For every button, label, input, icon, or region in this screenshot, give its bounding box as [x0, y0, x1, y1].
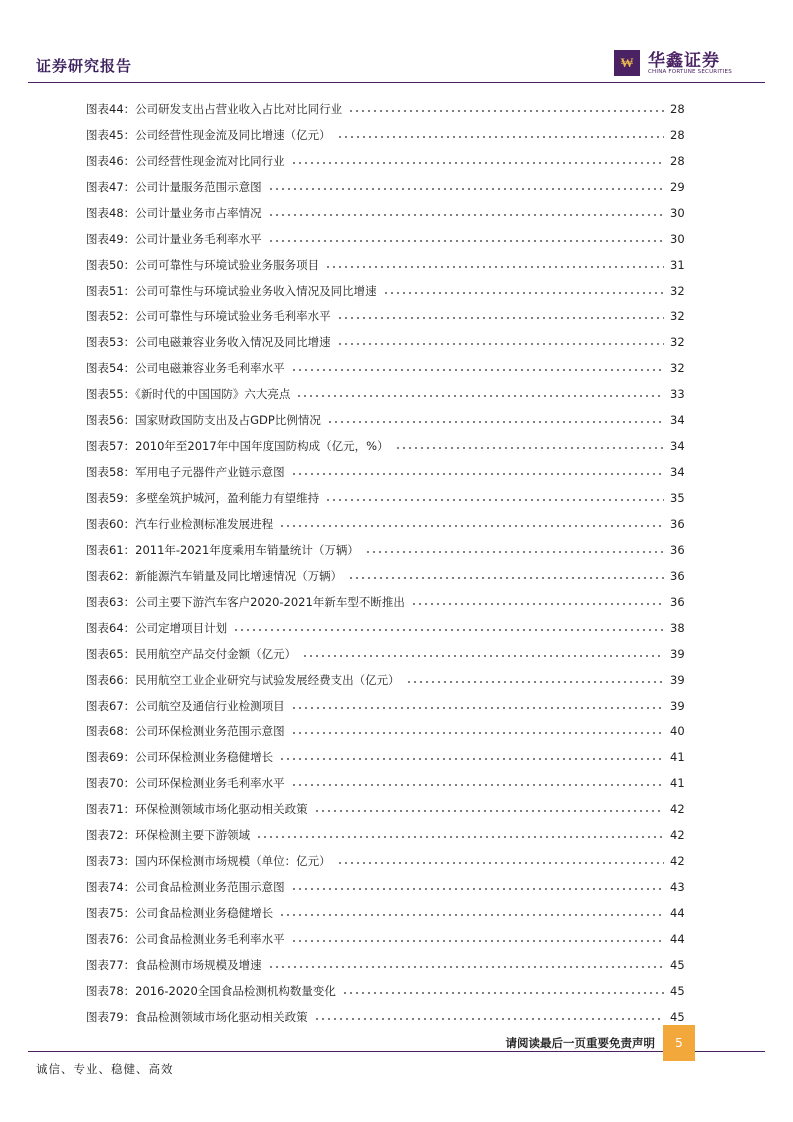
toc-entry[interactable] — [86, 226, 684, 252]
toc-entry-page: 44 — [670, 906, 685, 921]
logo-chinese-name: 华鑫证券 — [648, 51, 720, 71]
toc-dot-leader — [291, 162, 664, 164]
toc-entry-page: 42 — [670, 854, 685, 869]
toc-entry-label: 图表51：公司可靠性与环境试验业务收入情况及同比增速 — [86, 283, 377, 298]
toc-entry[interactable] — [86, 874, 684, 900]
toc-entry-page: 42 — [670, 802, 685, 817]
toc-entry-page: 40 — [670, 724, 685, 739]
toc-dot-leader — [291, 707, 664, 709]
toc-entry-page: 39 — [670, 646, 685, 661]
toc-entry[interactable] — [86, 304, 684, 330]
toc-dot-leader — [268, 214, 664, 216]
toc-entry[interactable] — [86, 744, 684, 770]
toc-entry-label: 图表75：公司食品检测业务稳健增长 — [86, 906, 274, 921]
logo-english-name: CHINA FORTUNE SECURITIES — [648, 69, 732, 75]
toc-entry[interactable] — [86, 589, 684, 615]
toc-dot-leader — [256, 836, 664, 838]
logo-mark-icon: ₩ — [614, 50, 640, 76]
toc-entry-page: 39 — [670, 698, 685, 713]
toc-entry[interactable] — [86, 796, 684, 822]
toc-dot-leader — [411, 603, 664, 605]
toc-entry-label: 图表66：民用航空工业企业研究与试验发展经费支出（亿元） — [86, 672, 400, 687]
toc-entry-page: 30 — [670, 231, 685, 246]
toc-entry-label: 图表64：公司定增项目计划 — [86, 620, 228, 635]
toc-entry[interactable] — [86, 978, 684, 1004]
toc-entry[interactable] — [86, 1004, 684, 1030]
figure-index-list — [86, 96, 684, 1030]
toc-dot-leader — [279, 758, 664, 760]
toc-entry-label: 图表55：《新时代的中国国防》六大亮点 — [86, 387, 291, 402]
toc-dot-leader — [291, 369, 664, 371]
toc-entry-label: 图表63：公司主要下游汽车客户2020-2021年新车型不断推出 — [86, 594, 405, 609]
toc-entry-page: 36 — [670, 594, 685, 609]
toc-entry-page: 43 — [670, 880, 685, 895]
toc-entry-page: 32 — [670, 361, 685, 376]
toc-dot-leader — [337, 343, 664, 345]
toc-entry-page: 34 — [670, 439, 685, 454]
toc-entry[interactable] — [86, 96, 684, 122]
toc-entry[interactable] — [86, 433, 684, 459]
toc-entry-label: 图表57：2010年至2017年中国年度国防构成（亿元，%） — [86, 439, 389, 454]
toc-entry-label: 图表72：环保检测主要下游领域 — [86, 828, 251, 843]
toc-entry[interactable] — [86, 926, 684, 952]
toc-entry[interactable] — [86, 822, 684, 848]
toc-dot-leader — [302, 655, 664, 657]
toc-entry-page: 33 — [670, 387, 685, 402]
toc-dot-leader — [325, 266, 664, 268]
toc-entry-label: 图表52：公司可靠性与环境试验业务毛利率水平 — [86, 309, 331, 324]
report-type-title: 证券研究报告 — [36, 57, 133, 75]
toc-entry[interactable] — [86, 200, 684, 226]
toc-entry[interactable] — [86, 407, 684, 433]
toc-dot-leader — [279, 914, 664, 916]
toc-entry-page: 32 — [670, 283, 685, 298]
toc-entry-page: 38 — [670, 620, 685, 635]
toc-entry-label: 图表46：公司经营性现金流对比同行业 — [86, 153, 285, 168]
toc-entry-page: 41 — [670, 776, 685, 791]
toc-entry-label: 图表61：2011年-2021年度乘用车销量统计（万辆） — [86, 542, 359, 557]
toc-dot-leader — [268, 240, 664, 242]
toc-entry-page: 45 — [670, 1009, 685, 1024]
toc-dot-leader — [348, 577, 664, 579]
toc-entry-label: 图表45：公司经营性现金流及同比增速（亿元） — [86, 127, 331, 142]
page-number-badge: 5 — [663, 1025, 695, 1061]
toc-dot-leader — [279, 525, 664, 527]
toc-entry-label: 图表48：公司计量业务市占率情况 — [86, 205, 262, 220]
toc-entry-page: 28 — [670, 127, 685, 142]
toc-dot-leader — [395, 447, 664, 449]
toc-entry-page: 32 — [670, 309, 685, 324]
toc-entry-page: 30 — [670, 205, 685, 220]
header-divider — [28, 82, 765, 83]
toc-entry-page: 39 — [670, 672, 685, 687]
toc-entry[interactable] — [86, 459, 684, 485]
toc-entry[interactable] — [86, 381, 684, 407]
toc-entry-label: 图表58：军用电子元器件产业链示意图 — [86, 465, 285, 480]
toc-entry-page: 29 — [670, 179, 685, 194]
toc-entry-label: 图表47：公司计量服务范围示意图 — [86, 179, 262, 194]
toc-entry[interactable] — [86, 174, 684, 200]
toc-dot-leader — [268, 188, 664, 190]
toc-entry-page: 36 — [670, 568, 685, 583]
toc-entry[interactable] — [86, 952, 684, 978]
toc-entry[interactable] — [86, 719, 684, 745]
toc-entry-page: 34 — [670, 465, 685, 480]
toc-entry-label: 图表73：国内环保检测市场规模（单位：亿元） — [86, 854, 331, 869]
toc-entry-page: 28 — [670, 101, 685, 116]
toc-entry-page: 31 — [670, 257, 685, 272]
toc-entry[interactable] — [86, 355, 684, 381]
toc-entry-label: 图表44：公司研发支出占营业收入占比对比同行业 — [86, 101, 343, 116]
toc-entry-label: 图表68：公司环保检测业务范围示意图 — [86, 724, 285, 739]
toc-entry-label: 图表49：公司计量业务毛利率水平 — [86, 231, 262, 246]
toc-dot-leader — [291, 940, 664, 942]
toc-dot-leader — [406, 681, 664, 683]
toc-entry[interactable] — [86, 485, 684, 511]
toc-entry-label: 图表54：公司电磁兼容业务毛利率水平 — [86, 361, 285, 376]
toc-entry-label: 图表67：公司航空及通信行业检测项目 — [86, 698, 285, 713]
toc-entry-page: 45 — [670, 983, 685, 998]
toc-entry-page: 45 — [670, 957, 685, 972]
toc-dot-leader — [291, 732, 664, 734]
toc-entry-label: 图表79：食品检测领域市场化驱动相关政策 — [86, 1009, 308, 1024]
toc-dot-leader — [337, 862, 664, 864]
toc-dot-leader — [365, 551, 664, 553]
toc-entry-label: 图表62：新能源汽车销量及同比增速情况（万辆） — [86, 568, 343, 583]
toc-entry-page: 41 — [670, 750, 685, 765]
toc-dot-leader — [383, 292, 664, 294]
toc-entry[interactable] — [86, 693, 684, 719]
toc-dot-leader — [327, 421, 664, 423]
toc-dot-leader — [291, 473, 664, 475]
toc-entry-page: 42 — [670, 828, 685, 843]
toc-entry-label: 图表78：2016-2020全国食品检测机构数量变化 — [86, 983, 336, 998]
toc-dot-leader — [296, 395, 664, 397]
toc-dot-leader — [314, 810, 664, 812]
toc-entry-label: 图表77：食品检测市场规模及增速 — [86, 957, 262, 972]
toc-entry[interactable] — [86, 667, 684, 693]
toc-dot-leader — [291, 784, 664, 786]
toc-entry-label: 图表69：公司环保检测业务稳健增长 — [86, 750, 274, 765]
toc-entry-label: 图表50：公司可靠性与环境试验业务服务项目 — [86, 257, 320, 272]
toc-entry-page: 36 — [670, 516, 685, 531]
toc-entry-page: 35 — [670, 491, 685, 506]
toc-entry[interactable] — [86, 900, 684, 926]
toc-entry-label: 图表76：公司食品检测业务毛利率水平 — [86, 931, 285, 946]
toc-dot-leader — [291, 888, 664, 890]
toc-entry-page: 36 — [670, 542, 685, 557]
toc-entry-label: 图表71：环保检测领域市场化驱动相关政策 — [86, 802, 308, 817]
toc-entry-label: 图表59：多壁垒筑护城河，盈利能力有望维持 — [86, 491, 320, 506]
toc-entry[interactable] — [86, 848, 684, 874]
toc-entry[interactable] — [86, 252, 684, 278]
toc-dot-leader — [337, 317, 664, 319]
footer-divider — [28, 1051, 765, 1052]
toc-entry-label: 图表60：汽车行业检测标准发展进程 — [86, 516, 274, 531]
toc-entry[interactable] — [86, 122, 684, 148]
toc-entry-page: 44 — [670, 931, 685, 946]
toc-dot-leader — [268, 966, 664, 968]
toc-entry-label: 图表53：公司电磁兼容业务收入情况及同比增速 — [86, 335, 331, 350]
toc-entry-label: 图表74：公司食品检测业务范围示意图 — [86, 880, 285, 895]
disclaimer-link[interactable]: 请阅读最后一页重要免责声明 — [505, 1036, 655, 1050]
toc-entry-label: 图表56：国家财政国防支出及占GDP比例情况 — [86, 413, 321, 428]
company-slogan: 诚信、专业、稳健、高效 — [36, 1062, 174, 1076]
toc-entry[interactable] — [86, 563, 684, 589]
toc-entry-page: 34 — [670, 413, 685, 428]
toc-entry[interactable] — [86, 615, 684, 641]
toc-entry[interactable] — [86, 148, 684, 174]
toc-entry[interactable] — [86, 770, 684, 796]
toc-entry-page: 32 — [670, 335, 685, 350]
toc-entry[interactable] — [86, 537, 684, 563]
toc-entry[interactable] — [86, 511, 684, 537]
toc-entry-label: 图表70：公司环保检测业务毛利率水平 — [86, 776, 285, 791]
toc-dot-leader — [342, 992, 664, 994]
toc-dot-leader — [337, 136, 664, 138]
toc-dot-leader — [233, 629, 664, 631]
toc-entry[interactable] — [86, 278, 684, 304]
toc-dot-leader — [348, 110, 664, 112]
toc-entry-label: 图表65：民用航空产品交付金额（亿元） — [86, 646, 297, 661]
toc-entry-page: 28 — [670, 153, 685, 168]
toc-dot-leader — [314, 1018, 664, 1020]
toc-entry[interactable] — [86, 329, 684, 355]
toc-entry[interactable] — [86, 641, 684, 667]
toc-dot-leader — [325, 499, 664, 501]
